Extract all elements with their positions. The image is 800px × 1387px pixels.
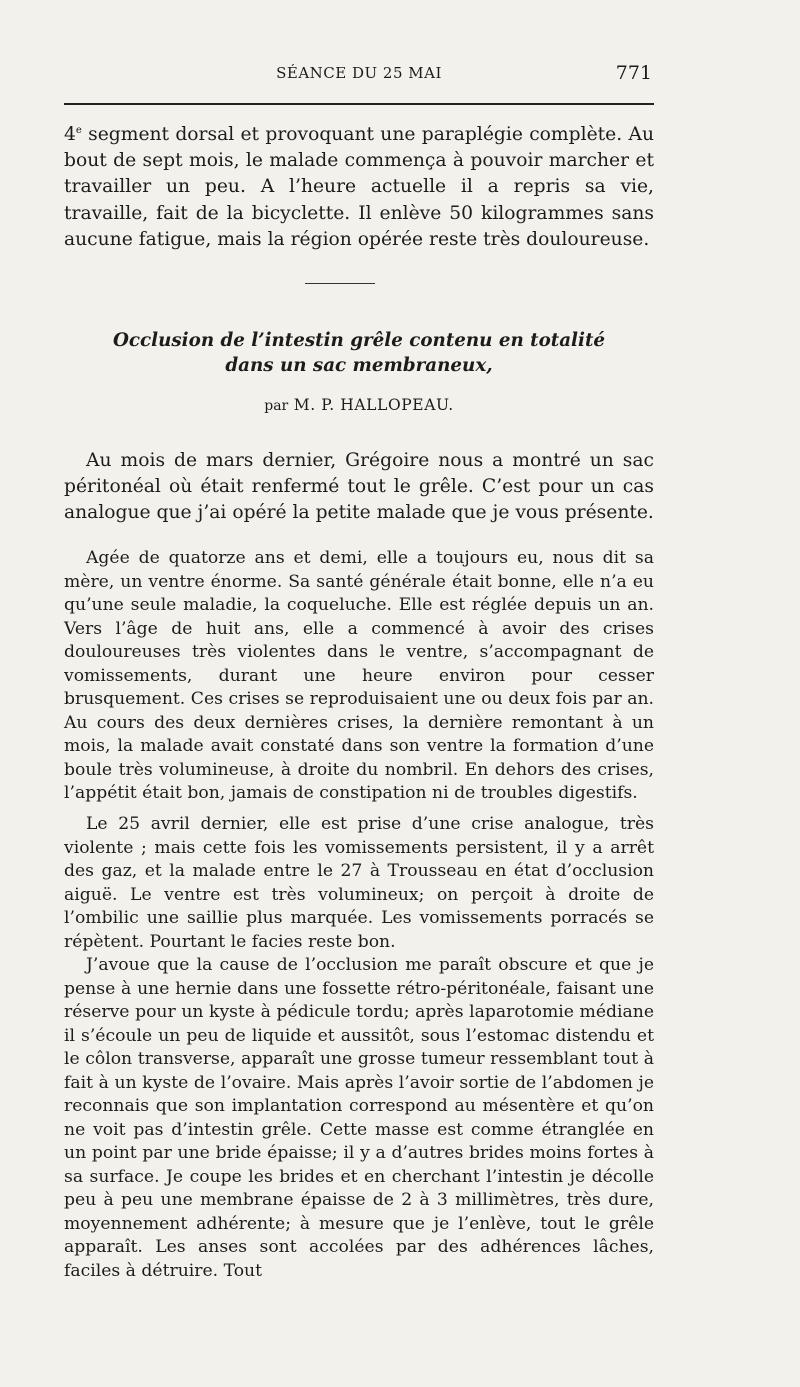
- section-divider: [305, 283, 375, 284]
- byline-author: M. P. HALLOPEAU.: [293, 396, 454, 414]
- ordinal-number: 4: [64, 124, 76, 145]
- continued-paragraph: [64, 122, 654, 253]
- article-title: [64, 328, 654, 378]
- history-paragraph: Agée de quatorze ans et demi, elle a toujours eu, nous dit sa mère, un ventre énorme. Sa santé générale était bonne, elle n’a eu qu’une seule maladie, la coqueluche. Elle est réglée depuis un an. Vers l’âge de huit ans, elle a commencé à avoir des crises douloureuses très violentes dans le ventre, s’accompagnant de vomissements, durant une heure environ pour cesser brusquement. Ces crises se reproduisaient une ou deux fois par an. Au cours des deux dernières crises, la dernière remontant à un mois, la malade avait constaté dans son ventre la formation d’une boule très volumineuse, à droite du nombril. En dehors des crises, l’appétit était bon, jamais de constipation ni de troubles digestifs.: [64, 548, 654, 803]
- continued-paragraph-text: segment dorsal et provoquant une paraplégie complète. Au bout de sept mois, le malade commença à pouvoir marcher et travailler un peu. A l’heure actuelle il a repris sa vie, travaille, fait de la bicyclette. Il enlève 50 kilogrammes sans aucune fatigue, mais la région opérée reste très douloureuse.: [64, 124, 654, 250]
- april-paragraph: Le 25 avril dernier, elle est prise d’une crise analogue, très violente ; mais cette fois les vomissements persistent, il y a arrêt des gaz, et la malade entre le 27 à Trousseau en état d’occlusion aiguë. Le ventre est très volumineux; on perçoit à droite de l’ombilic une saillie plus marquée. Les vomissements porracés se répètent. Pourtant le facies reste bon.: [64, 814, 654, 952]
- operation-paragraph: J’avoue que la cause de l’occlusion me paraît obscure et que je pense à une hernie dans une fossette rétro-péritonéale, faisant une réserve pour un kyste à pédicule tordu; après laparotomie médiane il s’écoule un peu de liquide et aussitôt, sous l’estomac distendu et le côlon transverse, apparaît une grosse tumeur ressemblant tout à fait à un kyste de l’ovaire. Mais après l’avoir sortie de l’abdomen je reconnais que son implantation correspond au mésentère et qu’on ne voit pas d’intestin grêle. Cette masse est comme étranglée en un point par une bride épaisse; il y a d’autres brides moins fortes à sa surface. Je coupe les brides et en cherchant l’intestin je décolle peu à peu une membrane épaisse de 2 à 3 millimètres, très dure, moyennement adhérente; à mesure que je l’enlève, tout le grêle apparaît. Les anses sont accolées par des adhérences lâches, faciles à détruire. Tout: [64, 955, 654, 1281]
- running-title: SÉANCE DU 25 MAI: [276, 64, 442, 82]
- intro-paragraph: Au mois de mars dernier, Grégoire nous a montré un sac péritonéal où était renfermé tout le grêle. C’est pour un cas analogue que j’ai opéré la petite malade que je vous présente.: [64, 450, 654, 524]
- article-title-line-1: Occlusion de l’intestin grêle contenu en totalité: [112, 330, 606, 351]
- header-rule: [64, 103, 654, 105]
- byline-par: par: [264, 398, 289, 414]
- page-header: [64, 60, 654, 90]
- article-byline: [64, 396, 654, 414]
- article-title-line-2: dans un sac membraneux,: [225, 355, 493, 376]
- page-number: 771: [615, 62, 652, 84]
- ordinal-superscript: e: [75, 125, 82, 136]
